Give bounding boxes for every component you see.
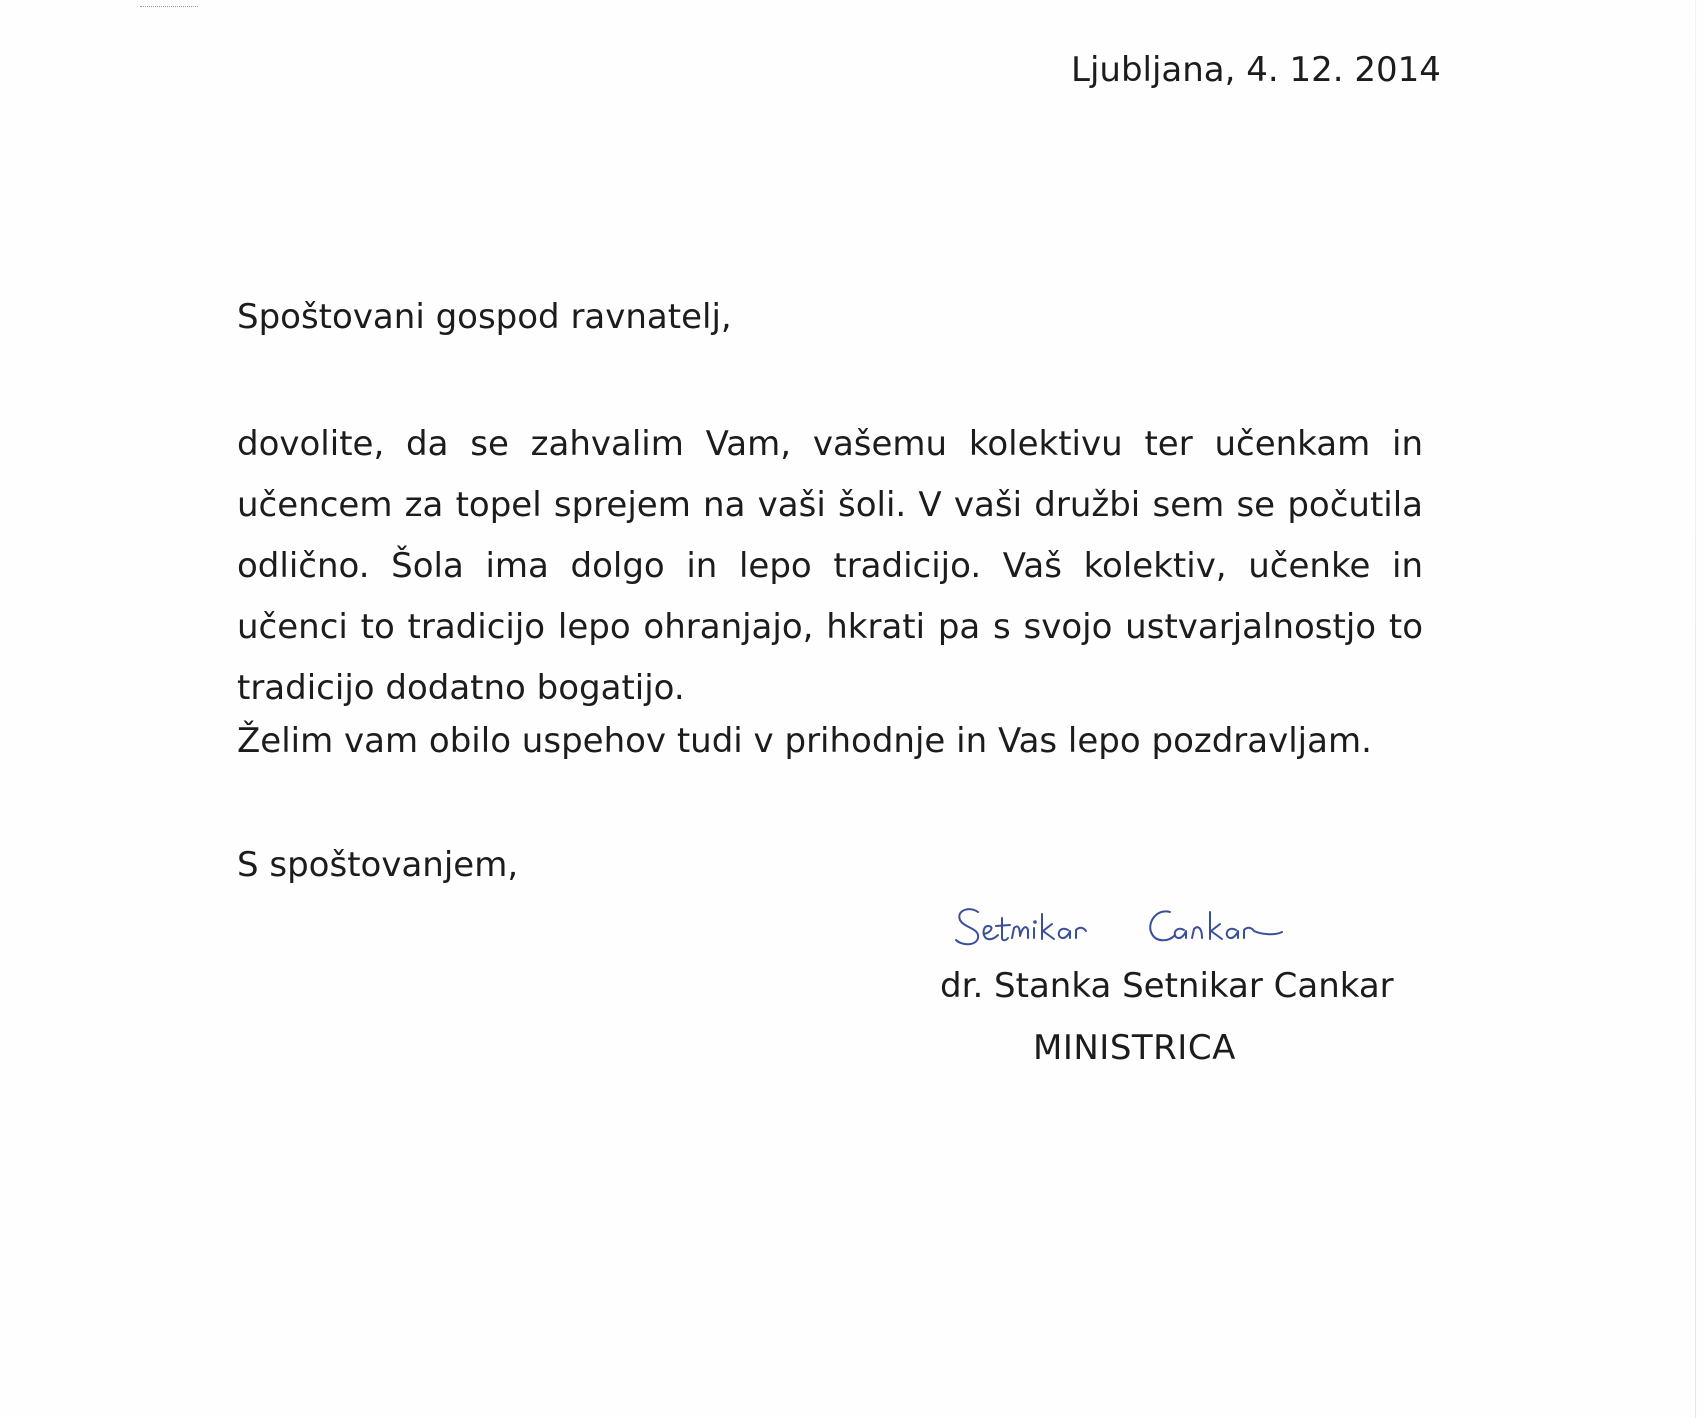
- salutation: Spoštovani gospod ravnatelj,: [237, 297, 732, 337]
- scan-edge: [1695, 0, 1696, 1418]
- signer-name: dr. Stanka Setnikar Cankar: [940, 966, 1394, 1006]
- handwritten-signature: [948, 898, 1328, 970]
- closing-wish: Želim vam obilo uspehov tudi v prihodnje in Vas lepo pozdravljam.: [237, 721, 1372, 761]
- scan-artifact-mark: [140, 6, 198, 8]
- place-and-date: Ljubljana, 4. 12. 2014: [1071, 50, 1441, 90]
- signer-title: MINISTRICA: [1033, 1028, 1236, 1068]
- regards-line: S spoštovanjem,: [237, 845, 519, 885]
- letter-body-paragraph: dovolite, da se zahvalim Vam, vašemu kolektivu ter učenkam in učencem za topel sprejem na vaši šoli. V vaši družbi sem se počutila odlično. Šola ima dolgo in lepo tradicijo. Vaš kolektiv, učenke in učenci to tradicijo lepo ohranjajo, hkrati pa s svojo ustvarjalnostjo to tradicijo dodatno bogatijo.: [237, 424, 1423, 708]
